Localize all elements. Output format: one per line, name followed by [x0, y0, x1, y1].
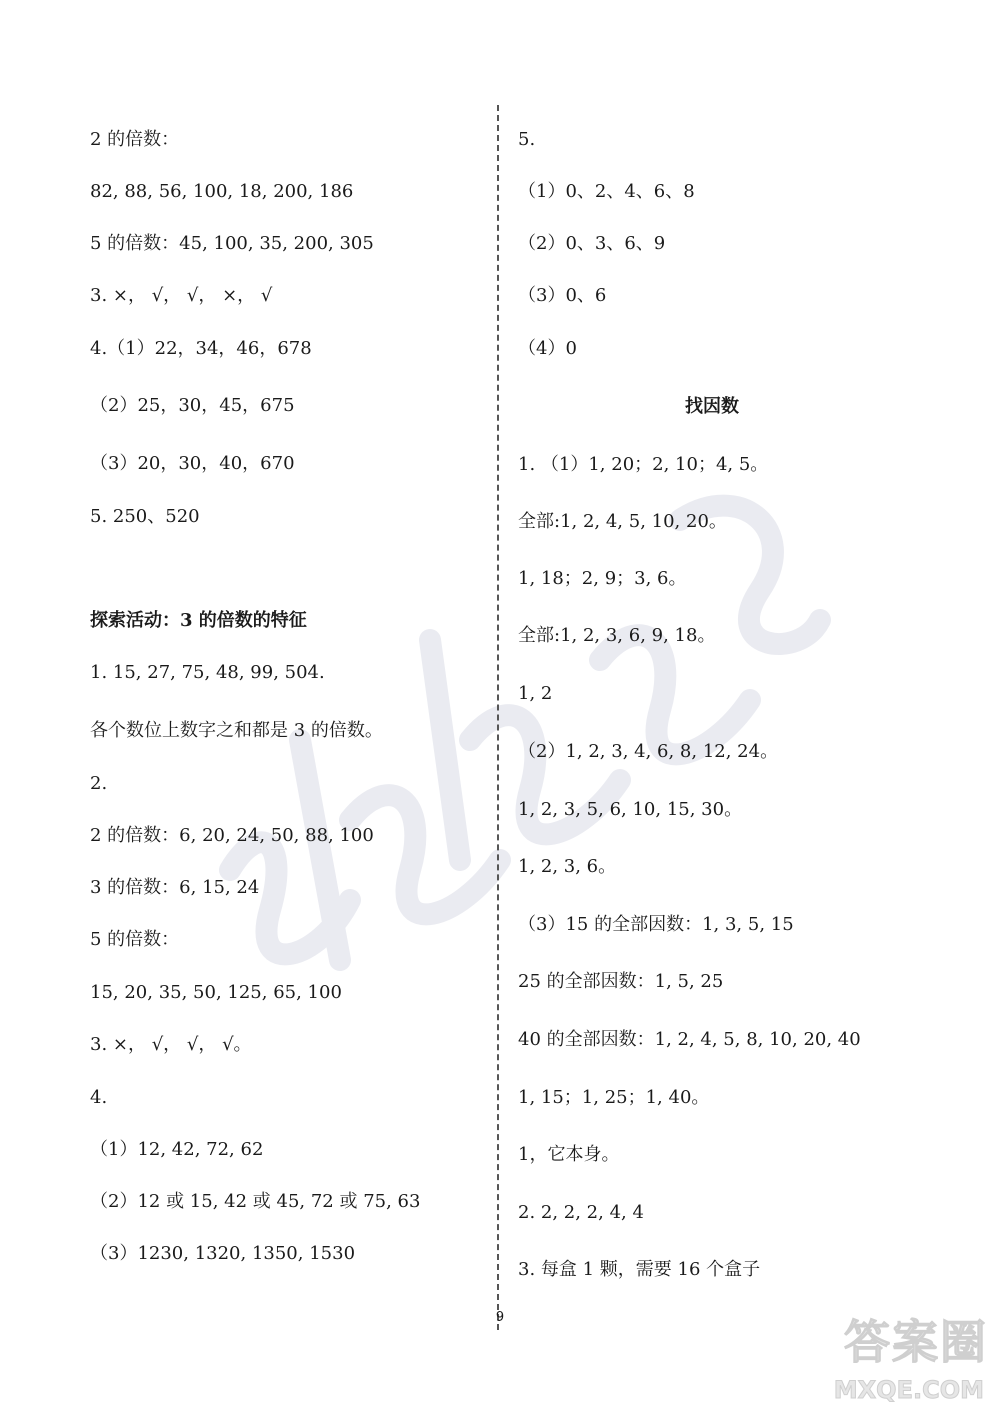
left-line-4: 3. ×， √， √， ×， √	[90, 285, 273, 306]
section-heading-multiples-of-3: 探索活动：3 的倍数的特征	[90, 610, 307, 631]
left-line-11: 2.	[90, 773, 108, 794]
right-line-15: 25 的全部因数：1, 5, 25	[518, 971, 724, 992]
right-line-2: （1）0、2、4、6、8	[518, 181, 695, 202]
left-line-20: （3）1230, 1320, 1350, 1530	[90, 1243, 356, 1264]
left-line-8: 5. 250、520	[90, 506, 200, 527]
right-line-16: 40 的全部因数：1, 2, 4, 5, 8, 10, 20, 40	[518, 1029, 861, 1050]
right-line-7: 全部:1, 2, 4, 5, 10, 20。	[518, 511, 727, 532]
right-line-17: 1, 15；1, 25；1, 40。	[518, 1087, 710, 1108]
right-line-10: 1, 2	[518, 683, 553, 704]
left-line-6: （2）25，30，45，675	[90, 395, 295, 416]
right-line-5: （4）0	[518, 338, 577, 359]
right-line-6: 1. （1）1, 20；2, 10；4, 5。	[518, 454, 769, 475]
section-heading-find-factors: 找因数	[685, 396, 739, 417]
right-line-11: （2）1, 2, 3, 4, 6, 8, 12, 24。	[518, 741, 779, 762]
right-line-4: （3）0、6	[518, 285, 607, 306]
page-number: 9	[495, 1310, 505, 1325]
right-line-12: 1, 2, 3, 5, 6, 10, 15, 30。	[518, 799, 743, 820]
logo-text-en: MXQE.COM	[833, 1376, 984, 1404]
left-line-12: 2 的倍数：6, 20, 24, 50, 88, 100	[90, 825, 374, 846]
right-line-20: 3. 每盒 1 颗，需要 16 个盒子	[518, 1259, 761, 1280]
left-line-13: 3 的倍数：6, 15, 24	[90, 877, 260, 898]
right-line-18: 1，它本身。	[518, 1144, 620, 1165]
column-divider	[497, 105, 499, 1330]
logo-text-cn: 答案圈	[844, 1315, 988, 1369]
left-line-18: （1）12, 42, 72, 62	[90, 1139, 264, 1160]
right-line-19: 2. 2, 2, 2, 4, 4	[518, 1202, 644, 1223]
right-line-1: 5.	[518, 129, 536, 150]
left-line-9: 1. 15, 27, 75, 48, 99, 504.	[90, 662, 325, 683]
left-line-15: 15, 20, 35, 50, 125, 65, 100	[90, 982, 342, 1003]
right-line-8: 1, 18；2, 9；3, 6。	[518, 568, 687, 589]
left-line-2: 82, 88, 56, 100, 18, 200, 186	[90, 181, 354, 202]
right-line-3: （2）0、3、6、9	[518, 233, 666, 254]
right-line-9: 全部:1, 2, 3, 6, 9, 18。	[518, 625, 716, 646]
left-line-16: 3. ×， √， √， √。	[90, 1034, 252, 1055]
left-line-1: 2 的倍数：	[90, 129, 180, 150]
left-line-10: 各个数位上数字之和都是 3 的倍数。	[90, 720, 383, 741]
left-line-17: 4.	[90, 1087, 108, 1108]
right-line-13: 1, 2, 3, 6。	[518, 856, 617, 877]
left-line-19: （2）12 或 15, 42 或 45, 72 或 75, 63	[90, 1191, 421, 1212]
site-logo	[798, 1306, 988, 1406]
right-line-14: （3）15 的全部因数：1, 3, 5, 15	[518, 914, 794, 935]
left-line-3: 5 的倍数：45, 100, 35, 200, 305	[90, 233, 374, 254]
left-line-5: 4.（1）22，34，46，678	[90, 338, 312, 359]
left-line-7: （3）20，30，40，670	[90, 453, 295, 474]
left-line-14: 5 的倍数：	[90, 929, 180, 950]
